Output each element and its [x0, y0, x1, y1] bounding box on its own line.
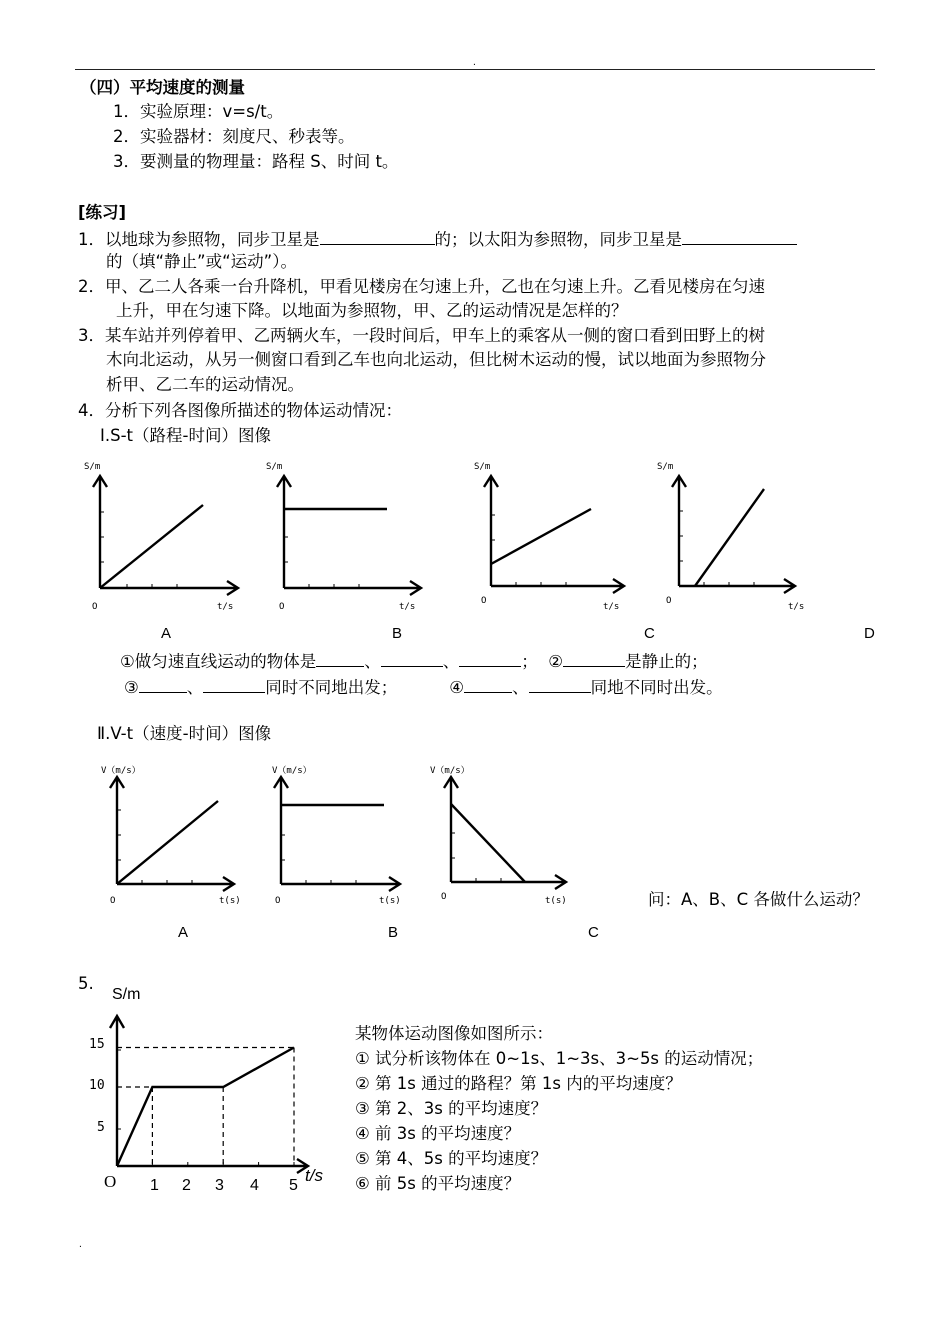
q5-x-label: t/s: [305, 1166, 323, 1185]
q5-x-tick-4: 4: [250, 1177, 259, 1194]
practice-title: [练习]: [78, 203, 127, 222]
section-title: （四）平均速度的测量: [80, 78, 245, 97]
q5-x-tick-2: 2: [182, 1177, 191, 1194]
separator: ；: [521, 652, 538, 671]
st-same-time-prompt: 同时不同地出发；: [265, 678, 398, 697]
q5-number: 5.: [78, 974, 94, 993]
st-b-origin: O: [279, 602, 285, 612]
vt-a-origin: O: [110, 896, 116, 906]
vt-b-y-label: V（m/s）: [272, 766, 312, 776]
st-heading: Ⅰ.S-t（路程-时间）图像: [100, 426, 271, 445]
st-letter-b: B: [392, 625, 403, 642]
question-2-line-2: 上升，甲在匀速下降。以地面为参照物，甲、乙的运动情况是怎样的？: [116, 301, 628, 320]
q5-item-1: ① 试分析该物体在 0~1s、1~3s、3~5s 的运动情况；: [355, 1049, 764, 1068]
st-d-origin: O: [666, 596, 672, 606]
st-static-prompt: 是静止的；: [625, 652, 708, 671]
q5-axes: [110, 1016, 308, 1173]
st-same-time-marker: ③: [124, 678, 139, 697]
st-d-y-label: S/m: [657, 462, 674, 472]
q5-distance-line: [117, 1048, 294, 1167]
st-c-x-label: t/s: [603, 602, 620, 612]
principle-item: 1．实验原理：v=s/t。: [113, 102, 284, 121]
vt-a-x-label: t(s): [219, 896, 241, 906]
separator: 、: [442, 652, 460, 671]
quantities-item: 3．要测量的物理量：路程 S、时间 t。: [113, 152, 399, 171]
st-c-origin: O: [481, 596, 487, 606]
st-a-x-label: t/s: [217, 602, 234, 612]
q5-item-2: ② 第 1s 通过的路程？第 1s 内的平均速度？: [355, 1074, 682, 1093]
st-same-place-marker: ④: [449, 678, 465, 697]
q1-text-c: 的（填“静止”或“运动”）。: [106, 252, 297, 271]
q5-y-tick-15: 15: [89, 1037, 105, 1052]
separator: 、: [364, 652, 381, 671]
vt-question: 问：A、B、C 各做什么运动？: [648, 890, 869, 909]
st-b-y-label: S/m: [266, 462, 283, 472]
q5-item-4: ④ 前 3s 的平均速度？: [355, 1124, 521, 1143]
st-c-y-label: S/m: [474, 462, 491, 472]
q5-item-5: ⑤ 第 4、5s 的平均速度？: [355, 1149, 548, 1168]
st-b-x-label: t/s: [399, 602, 416, 612]
q5-intro: 某物体运动图像如图所示：: [355, 1024, 553, 1043]
st-uniform-prompt: ①做匀速直线运动的物体是: [120, 652, 317, 671]
q5-x-tick-1: 1: [150, 1177, 159, 1194]
question-4: 4．分析下列各图像所描述的物体运动情况：: [78, 401, 402, 420]
q5-x-tick-3: 3: [215, 1177, 224, 1194]
question-2-line-1: 2．甲、乙二人各乘一台升降机，甲看见楼房在匀速上升，乙也在匀速上升。乙看见楼房在匀速: [78, 277, 765, 296]
st-a-origin: O: [92, 602, 98, 612]
vt-letter-b: B: [388, 924, 399, 941]
st-letter-c: C: [644, 625, 655, 642]
vt-heading: Ⅱ.V-t（速度-时间）图像: [97, 724, 272, 743]
header-dot: .: [472, 58, 477, 67]
q5-y-label: S/m: [112, 986, 141, 1003]
st-letter-d: D: [864, 625, 875, 642]
equipment-item: 2．实验器材：刻度尺、秒表等。: [113, 127, 355, 146]
vt-b-x-label: t(s): [379, 896, 401, 906]
question-3-line-2: 木向北运动，从另一侧窗口看到乙车也向北运动，但比树木运动的慢，试以地面为参照物分: [106, 350, 766, 369]
vt-c-x-label: t(s): [545, 896, 567, 906]
vt-letter-a: A: [178, 924, 189, 941]
vt-b-origin: O: [275, 896, 281, 906]
separator: 、: [186, 678, 204, 697]
question-3-line-1: 3．某车站并列停着甲、乙两辆火车，一段时间后，甲车上的乘客从一侧的窗口看到田野上的树: [78, 326, 765, 345]
st-same-place-prompt: 同地不同时出发。: [590, 678, 723, 697]
st-letter-a: A: [161, 625, 172, 642]
st-d-x-label: t/s: [788, 602, 805, 612]
vt-a-y-label: V（m/s）: [101, 766, 141, 776]
q5-x-tick-5: 5: [289, 1177, 298, 1194]
q5-item-6: ⑥ 前 5s 的平均速度？: [355, 1174, 521, 1193]
st-a-y-label: S/m: [84, 462, 101, 472]
st-static-marker: ②: [548, 652, 564, 671]
q1-text-b: 的；以太阳为参照物，同步卫星是: [434, 230, 682, 249]
footer-dot: .: [78, 1240, 83, 1249]
vt-letter-c: C: [588, 924, 599, 941]
vt-c-y-label: V（m/s）: [430, 766, 470, 776]
q5-origin: O: [104, 1172, 117, 1191]
question-3-line-3: 析甲、乙二车的运动情况。: [106, 375, 304, 394]
q5-y-tick-5: 5: [97, 1120, 105, 1135]
q5-item-3: ③ 第 2、3s 的平均速度？: [355, 1099, 548, 1118]
q5-y-tick-10: 10: [89, 1078, 105, 1093]
vt-c-origin: O: [441, 892, 447, 902]
separator: 、: [512, 678, 529, 697]
q1-text-a: 1．以地球为参照物，同步卫星是: [78, 230, 320, 249]
